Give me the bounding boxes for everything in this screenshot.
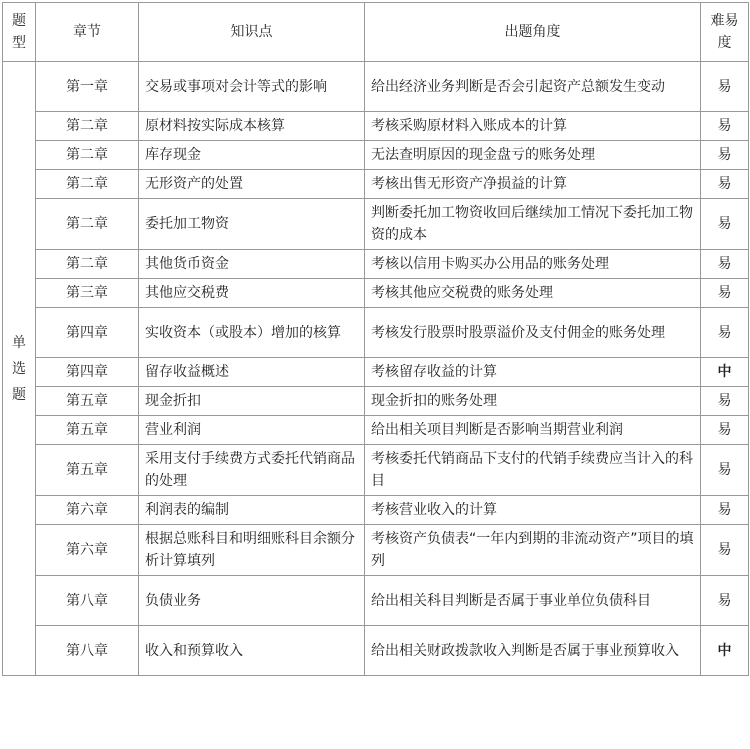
header-chapter: 章节 — [36, 3, 139, 62]
angle-cell: 判断委托加工物资收回后继续加工情况下委托加工物资的成本 — [365, 199, 701, 250]
chapter-cell: 第二章 — [36, 250, 139, 279]
table-row — [3, 576, 749, 626]
angle-cell: 给出相关项目判断是否影响当期营业利润 — [365, 416, 701, 445]
chapter-cell: 第五章 — [36, 445, 139, 496]
chapter-cell: 第二章 — [36, 170, 139, 199]
knowledge-cell: 负债业务 — [139, 576, 365, 626]
knowledge-cell: 采用支付手续费方式委托代销商品的处理 — [139, 445, 365, 496]
chapter-cell: 第五章 — [36, 387, 139, 416]
difficulty-cell: 易 — [701, 250, 749, 279]
angle-cell: 考核营业收入的计算 — [365, 496, 701, 525]
angle-cell: 给出相关科目判断是否属于事业单位负债科目 — [365, 576, 701, 626]
knowledge-cell: 留存收益概述 — [139, 358, 365, 387]
table-row — [3, 445, 749, 496]
chapter-cell: 第八章 — [36, 576, 139, 626]
angle-cell: 考核采购原材料入账成本的计算 — [365, 112, 701, 141]
difficulty-cell: 中 — [701, 626, 749, 676]
table-row — [3, 358, 749, 387]
header-row — [3, 3, 749, 62]
chapter-cell: 第五章 — [36, 416, 139, 445]
angle-cell: 考核其他应交税费的账务处理 — [365, 279, 701, 308]
difficulty-cell: 易 — [701, 279, 749, 308]
knowledge-cell: 利润表的编制 — [139, 496, 365, 525]
table-row — [3, 141, 749, 170]
table-row — [3, 626, 749, 676]
angle-cell: 现金折扣的账务处理 — [365, 387, 701, 416]
knowledge-cell: 委托加工物资 — [139, 199, 365, 250]
angle-cell: 考核以信用卡购买办公用品的账务处理 — [365, 250, 701, 279]
difficulty-cell: 易 — [701, 387, 749, 416]
chapter-cell: 第四章 — [36, 358, 139, 387]
chapter-cell: 第二章 — [36, 112, 139, 141]
knowledge-cell: 原材料按实际成本核算 — [139, 112, 365, 141]
angle-cell: 给出经济业务判断是否会引起资产总额发生变动 — [365, 62, 701, 112]
difficulty-cell: 易 — [701, 525, 749, 576]
table-row — [3, 416, 749, 445]
table-row — [3, 170, 749, 199]
angle-cell: 无法查明原因的现金盘亏的账务处理 — [365, 141, 701, 170]
angle-cell: 考核出售无形资产净损益的计算 — [365, 170, 701, 199]
header-knowledge: 知识点 — [139, 3, 365, 62]
table-row — [3, 387, 749, 416]
difficulty-cell: 易 — [701, 445, 749, 496]
table-row — [3, 308, 749, 358]
table-row — [3, 525, 749, 576]
question-type-cell: 单 选 题 — [3, 62, 36, 676]
header-type: 题 型 — [3, 3, 36, 62]
knowledge-cell: 实收资本（或股本）增加的核算 — [139, 308, 365, 358]
knowledge-cell: 库存现金 — [139, 141, 365, 170]
chapter-cell: 第二章 — [36, 141, 139, 170]
difficulty-cell: 易 — [701, 170, 749, 199]
angle-cell: 给出相关财政拨款收入判断是否属于事业预算收入 — [365, 626, 701, 676]
angle-cell: 考核留存收益的计算 — [365, 358, 701, 387]
knowledge-cell: 其他货币资金 — [139, 250, 365, 279]
chapter-cell: 第四章 — [36, 308, 139, 358]
difficulty-cell: 易 — [701, 496, 749, 525]
difficulty-cell: 易 — [701, 308, 749, 358]
angle-cell: 考核发行股票时股票溢价及支付佣金的账务处理 — [365, 308, 701, 358]
knowledge-cell: 收入和预算收入 — [139, 626, 365, 676]
table-row — [3, 199, 749, 250]
table-row — [3, 250, 749, 279]
chapter-cell: 第八章 — [36, 626, 139, 676]
difficulty-cell: 中 — [701, 358, 749, 387]
chapter-cell: 第三章 — [36, 279, 139, 308]
table-row — [3, 279, 749, 308]
header-angle: 出题角度 — [365, 3, 701, 62]
knowledge-cell: 交易或事项对会计等式的影响 — [139, 62, 365, 112]
table-row — [3, 62, 749, 112]
table-row — [3, 496, 749, 525]
knowledge-cell: 现金折扣 — [139, 387, 365, 416]
header-difficulty: 难易 度 — [701, 3, 749, 62]
knowledge-cell: 根据总账科目和明细账科目余额分析计算填列 — [139, 525, 365, 576]
knowledge-cell: 其他应交税费 — [139, 279, 365, 308]
table-row — [3, 112, 749, 141]
angle-cell: 考核资产负债表“一年内到期的非流动资产”项目的填列 — [365, 525, 701, 576]
difficulty-cell: 易 — [701, 576, 749, 626]
chapter-cell: 第六章 — [36, 525, 139, 576]
angle-cell: 考核委托代销商品下支付的代销手续费应当计入的科目 — [365, 445, 701, 496]
difficulty-cell: 易 — [701, 62, 749, 112]
difficulty-cell: 易 — [701, 416, 749, 445]
chapter-cell: 第一章 — [36, 62, 139, 112]
knowledge-cell: 营业利润 — [139, 416, 365, 445]
chapter-cell: 第六章 — [36, 496, 139, 525]
difficulty-cell: 易 — [701, 112, 749, 141]
question-table — [2, 2, 749, 676]
knowledge-cell: 无形资产的处置 — [139, 170, 365, 199]
difficulty-cell: 易 — [701, 141, 749, 170]
difficulty-cell: 易 — [701, 199, 749, 250]
chapter-cell: 第二章 — [36, 199, 139, 250]
